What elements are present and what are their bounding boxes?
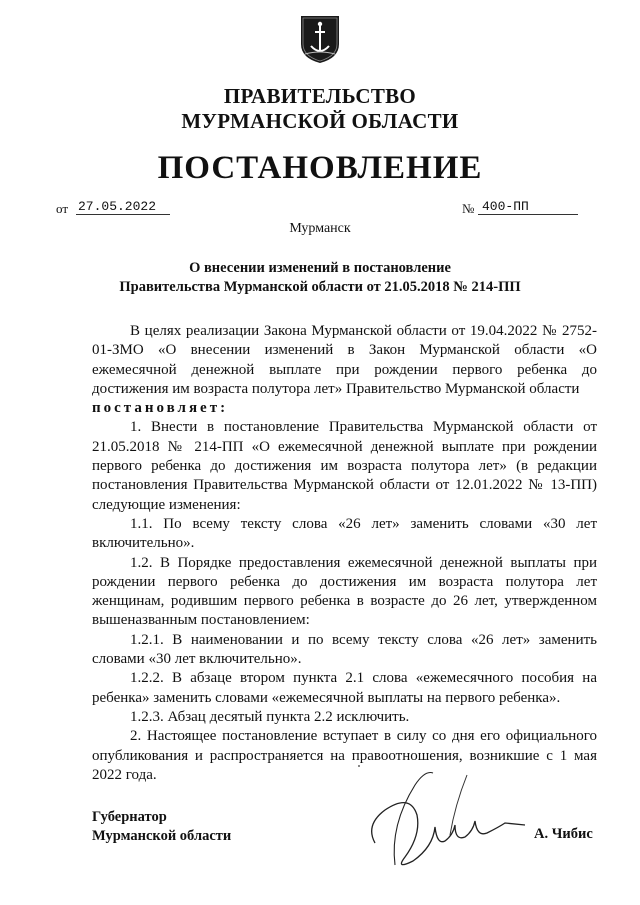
signatory-position-line1: Губернатор (92, 809, 167, 825)
body-intro: В целях реализации Закона Мурманской области от 19.04.2022 № 2752-01-ЗМО «О внесении изменений в Закон Мурманской области «О ежемесячной денежной выплате при рождении первого ребенка до достижения им возраста полутора лет» Правительство Мурманской области (92, 323, 597, 397)
date-label: от (56, 201, 69, 216)
document-type-title: ПОСТАНОВЛЕНИЕ (157, 150, 483, 186)
signatory-name: А. Чибис (534, 826, 593, 842)
document-title-line1: О внесении изменений в постановление (189, 260, 451, 276)
body-paragraph-1-1: 1.1. По всему тексту слова «26 лет» заменить словами «30 лет включительно». (92, 515, 597, 552)
handwritten-signature (355, 765, 530, 890)
signatory-position-line2: Мурманской области (92, 828, 232, 844)
body-paragraph-1-2: 1.2. В Порядке предоставления ежемесячной денежной выплаты при рождении первого ребенка до достижения им возраста полутора лет женщинам, родившим первого ребенка в возрасте до 26 лет, утвержденном вышеназванным постановлением: (92, 554, 597, 629)
body-paragraph-1: 1. Внести в постановление Правительства Мурманской области от 21.05.2018 № 214-ПП «О ежемесячной денежной выплате при рождении первого ребенка до достижения им возраста полутора лет» (в редакции постановления Правительства Мурманской области от 12.01.2022 № 13-ПП) следующие изменения: (92, 419, 597, 513)
document-title-line2: Правительства Мурманской области от 21.05.2018 № 214-ПП (119, 279, 521, 295)
government-name-line2: МУРМАНСКОЙ ОБЛАСТИ (181, 109, 459, 133)
number-value: 400-ПП (478, 199, 578, 215)
number-label: № (462, 201, 475, 216)
body-resolves: постановляет: (92, 400, 229, 417)
date-value: 27.05.2022 (76, 199, 170, 215)
body-paragraph-1-2-2: 1.2.2. В абзаце втором пункта 2.1 слова «ежемесячного пособия на ребенка» заменить словами «ежемесячной выплаты на первого ребенка». (92, 670, 597, 706)
body-paragraph-2: 2. Настоящее постановление вступает в силу со дня его официального опубликования и распространяется на правоотношения, возникшие с 1 мая 2022 года. (92, 728, 597, 783)
document-body (92, 322, 597, 785)
city-name: Мурманск (289, 221, 351, 236)
coat-of-arms-icon (293, 14, 347, 64)
government-name-line1: ПРАВИТЕЛЬСТВО (223, 84, 417, 108)
body-paragraph-1-2-1: 1.2.1. В наименовании и по всему тексту слова «26 лет» заменить словами «30 лет включительно». (92, 631, 597, 668)
body-paragraph-1-2-3: 1.2.3. Абзац десятый пункта 2.2 исключить. (130, 708, 410, 725)
signatory-position (92, 808, 231, 846)
